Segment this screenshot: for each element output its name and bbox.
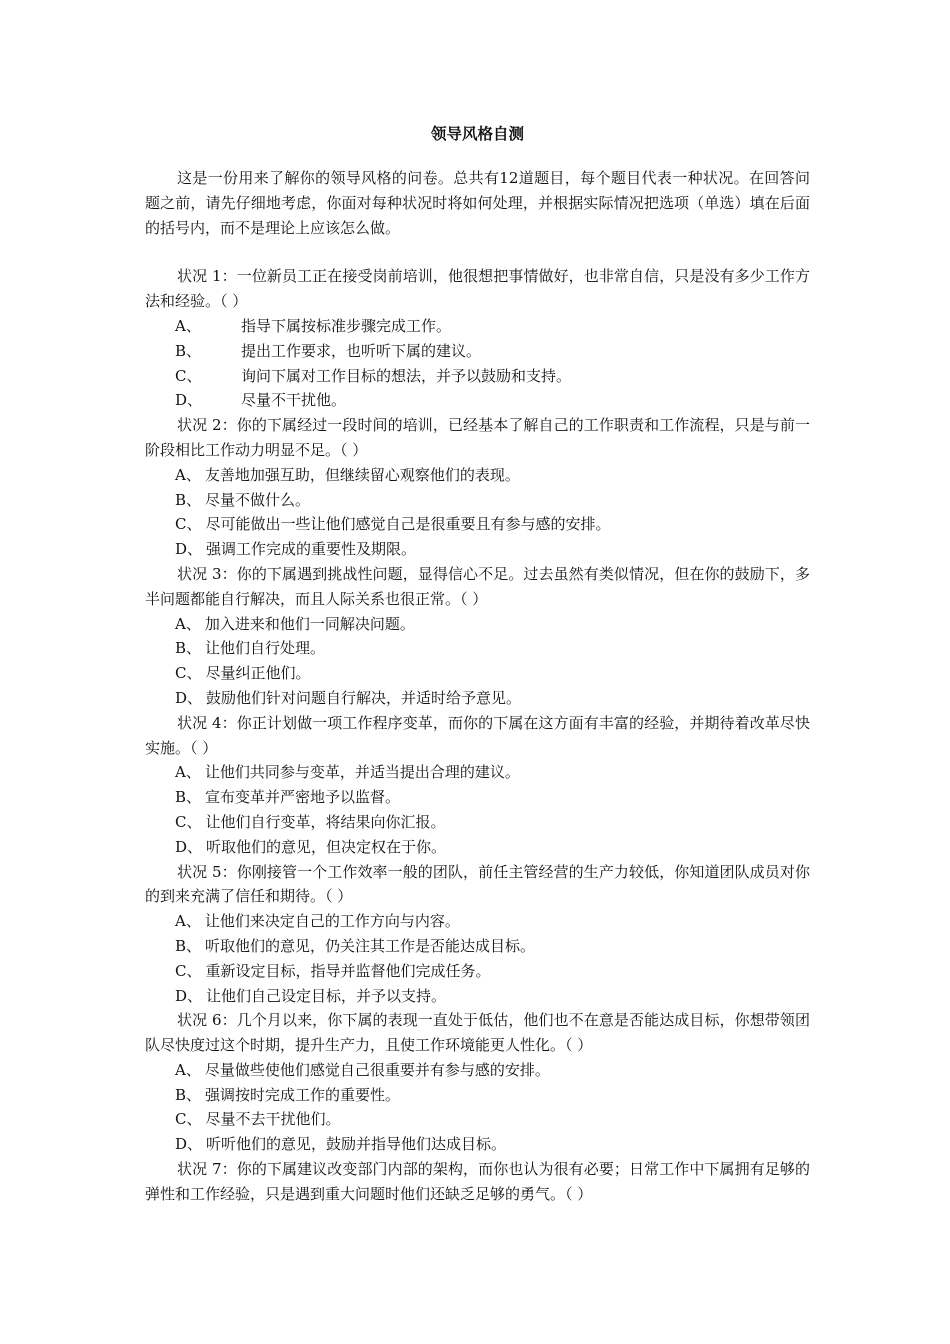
option-text: 强调按时完成工作的重要性。 xyxy=(205,1085,401,1104)
situation-7 xyxy=(145,1157,810,1207)
option-b xyxy=(145,488,810,513)
situation-2 xyxy=(145,413,810,562)
situation-question: 状况 7：你的下属建议改变部门内部的架构，而你也认为很有必要；日常工作中下属拥有足够的弹性和工作经验，只是遇到重大问题时他们还缺乏足够的勇气。（ ） xyxy=(145,1160,810,1203)
option-text: 指导下属按标准步骤完成工作。 xyxy=(241,316,452,335)
option-letter: A、 xyxy=(175,465,201,484)
option-letter: C、 xyxy=(175,664,202,683)
option-letter: A、 xyxy=(175,614,201,633)
option-text: 重新设定目标，指导并监督他们完成任务。 xyxy=(205,961,491,980)
option-text: 听取他们的意见，但决定权在于你。 xyxy=(206,837,447,856)
option-text: 尽量做些使他们感觉自己很重要并有参与感的安排。 xyxy=(204,1060,550,1079)
option-text: 让他们自行处理。 xyxy=(205,639,326,658)
option-d xyxy=(145,388,810,413)
option-letter: B、 xyxy=(175,1085,202,1104)
option-b xyxy=(145,934,810,959)
option-letter: A、 xyxy=(175,1060,201,1079)
option-b xyxy=(145,785,810,810)
option-letter: C、 xyxy=(175,812,202,831)
option-text: 提出工作要求，也听听下属的建议。 xyxy=(241,341,482,360)
situation-question: 状况 3：你的下属遇到挑战性问题，显得信心不足。过去虽然有类似情况，但在你的鼓励下，多半问题都能自行解决，而且人际关系也很正常。（ ） xyxy=(145,564,810,608)
intro-paragraph: 这是一份用来了解你的领导风格的问卷。总共有12道题目，每个题目代表一种状况。在回答问题之前，请先仔细地考虑，你面对每种状况时将如何处理，并根据实际情况把选项（单选）填在后面的括号内，而不是理论上应该怎么做。 xyxy=(145,169,810,237)
situation-question: 状况 1：一位新员工正在接受岗前培训，他很想把事情做好，也非常自信，只是没有多少工作方法和经验。（ ） xyxy=(145,267,810,311)
option-letter: B、 xyxy=(175,639,202,658)
option-text: 听取他们的意见，仍关注其工作是否能达成目标。 xyxy=(205,936,536,955)
option-text: 询问下属对工作目标的想法，并予以鼓励和支持。 xyxy=(241,366,572,385)
option-d xyxy=(145,835,810,860)
option-text: 尽量不去干扰他们。 xyxy=(205,1110,341,1129)
option-text: 尽量不做什么。 xyxy=(205,490,311,509)
option-letter: C、 xyxy=(175,366,202,385)
option-letter: D、 xyxy=(175,391,203,410)
option-letter: B、 xyxy=(175,490,202,509)
option-letter: D、 xyxy=(175,837,203,856)
option-b xyxy=(145,1083,810,1108)
option-letter: D、 xyxy=(175,1135,203,1154)
option-c xyxy=(145,959,810,984)
option-d xyxy=(145,984,810,1009)
option-letter: A、 xyxy=(175,763,201,782)
option-a xyxy=(145,314,810,339)
option-text: 强调工作完成的重要性及期限。 xyxy=(206,540,417,559)
option-letter: D、 xyxy=(175,688,203,707)
option-letter: C、 xyxy=(175,961,202,980)
option-d xyxy=(145,537,810,562)
situation-list xyxy=(145,264,810,1206)
option-a xyxy=(145,1058,810,1083)
option-b xyxy=(145,636,810,661)
option-letter: C、 xyxy=(175,515,202,534)
option-a xyxy=(145,909,810,934)
option-letter: B、 xyxy=(175,341,202,360)
situation-question: 状况 4：你正计划做一项工作程序变革，而你的下属在这方面有丰富的经验，并期待着改革尽快实施。（ ） xyxy=(145,713,810,757)
option-d xyxy=(145,1132,810,1157)
option-a xyxy=(145,760,810,785)
option-d xyxy=(145,686,810,711)
option-text: 尽量纠正他们。 xyxy=(205,664,311,683)
option-c xyxy=(145,1107,810,1132)
option-letter: D、 xyxy=(175,540,203,559)
option-letter: A、 xyxy=(175,912,201,931)
option-c xyxy=(145,661,810,686)
option-text: 鼓励他们针对问题自行解决，并适时给予意见。 xyxy=(206,688,522,707)
option-letter: C、 xyxy=(175,1110,202,1129)
option-text: 尽可能做出一些让他们感觉自己是很重要且有参与感的安排。 xyxy=(205,515,611,534)
option-letter: B、 xyxy=(175,788,202,807)
option-text: 友善地加强互助，但继续留心观察他们的表现。 xyxy=(204,465,520,484)
option-text: 宣布变革并严密地予以监督。 xyxy=(205,788,401,807)
option-text: 让他们自行变革，将结果向你汇报。 xyxy=(205,812,446,831)
document-title: 领导风格自测 xyxy=(430,124,524,143)
situation-4 xyxy=(145,711,810,860)
situation-6 xyxy=(145,1008,810,1157)
situation-3 xyxy=(145,562,810,711)
option-text: 加入进来和他们一同解决问题。 xyxy=(204,614,415,633)
option-c xyxy=(145,512,810,537)
situation-5 xyxy=(145,860,810,1009)
situation-1 xyxy=(145,264,810,413)
option-b xyxy=(145,339,810,364)
option-a xyxy=(145,612,810,637)
option-c xyxy=(145,364,810,389)
option-a xyxy=(145,463,810,488)
option-text: 让他们来决定自己的工作方向与内容。 xyxy=(204,912,460,931)
option-letter: B、 xyxy=(175,936,202,955)
option-letter: D、 xyxy=(175,986,203,1005)
option-c xyxy=(145,810,810,835)
option-text: 尽量不干扰他。 xyxy=(241,391,347,410)
situation-question: 状况 2：你的下属经过一段时间的培训，已经基本了解自己的工作职责和工作流程，只是与前一阶段相比工作动力明显不足。（ ） xyxy=(145,416,810,459)
option-letter: A、 xyxy=(175,316,201,335)
option-text: 让他们共同参与变革，并适当提出合理的建议。 xyxy=(204,763,520,782)
option-text: 让他们自己设定目标，并予以支持。 xyxy=(206,986,447,1005)
option-text: 听听他们的意见，鼓励并指导他们达成目标。 xyxy=(206,1135,507,1154)
document-body xyxy=(145,122,810,1207)
situation-question: 状况 5：你刚接管一个工作效率一般的团队，前任主管经营的生产力较低，你知道团队成员对你的到来充满了信任和期待。（ ） xyxy=(145,862,810,906)
situation-question: 状况 6：几个月以来，你下属的表现一直处于低估，他们也不在意是否能达成目标，你想带领团队尽快度过这个时期，提升生产力，且使工作环境能更人性化。（ ） xyxy=(145,1011,810,1055)
